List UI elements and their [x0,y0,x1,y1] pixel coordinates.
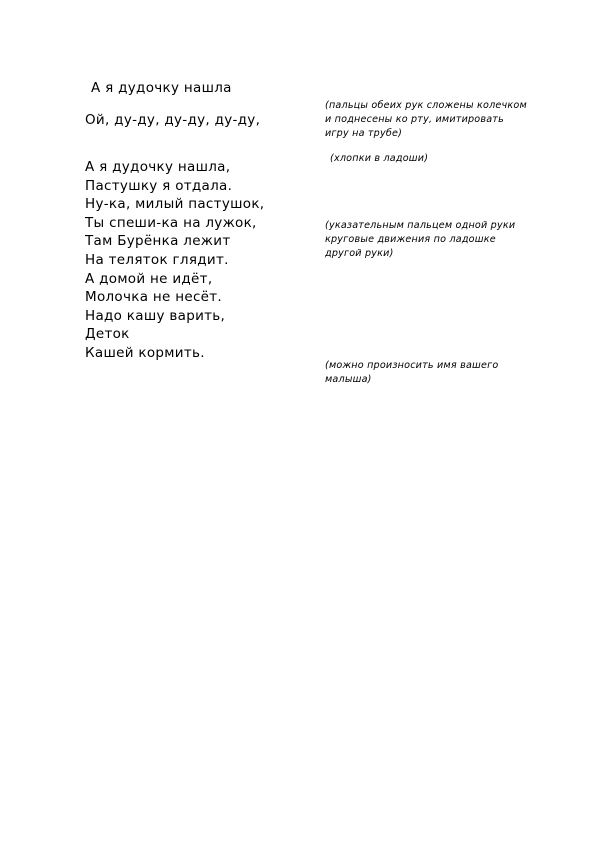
verse-line: Надо кашу варить, [85,307,226,324]
note-line: (пальцы обеих рук сложены колечком [325,100,527,111]
verse-line: Кашей кормить. [85,344,205,361]
note-clap [330,152,428,166]
verse-line: Ну-ка, милый пастушок, [85,196,265,213]
verse-line: На теляток глядит. [85,251,229,268]
poem-verse [85,158,264,363]
verse-line: Ты спеши-ка на лужок, [85,214,257,231]
note-index-finger [325,219,515,261]
note-line: (указательным пальцем одной руки [325,220,516,231]
verse-line: А я дудочку нашла, [85,159,231,175]
note-line: круговые движения по ладошке [325,234,496,245]
verse-line: Деток [85,326,130,343]
note-line: и поднесены ко рту, имитировать [325,114,504,125]
verse-line: А домой не идёт, [85,270,213,287]
note-child-name [325,359,498,387]
poem-refrain: Ой, ду-ду, ду-ду, ду-ду, [85,112,261,128]
poem-title: А я дудочку нашла [91,80,232,96]
verse-line: Молочка не несёт. [85,289,223,306]
verse-line: Там Бурёнка лежит [85,233,231,250]
note-line: (можно произносить имя вашего [325,360,499,371]
note-line: малыша) [325,374,372,385]
verse-line: Пастушку я отдала. [85,177,233,194]
note-line: игру на трубе) [325,128,403,139]
note-line: другой руки) [325,248,394,259]
note-line: (хлопки в ладоши) [330,153,429,164]
note-fingers-ring [325,99,527,141]
